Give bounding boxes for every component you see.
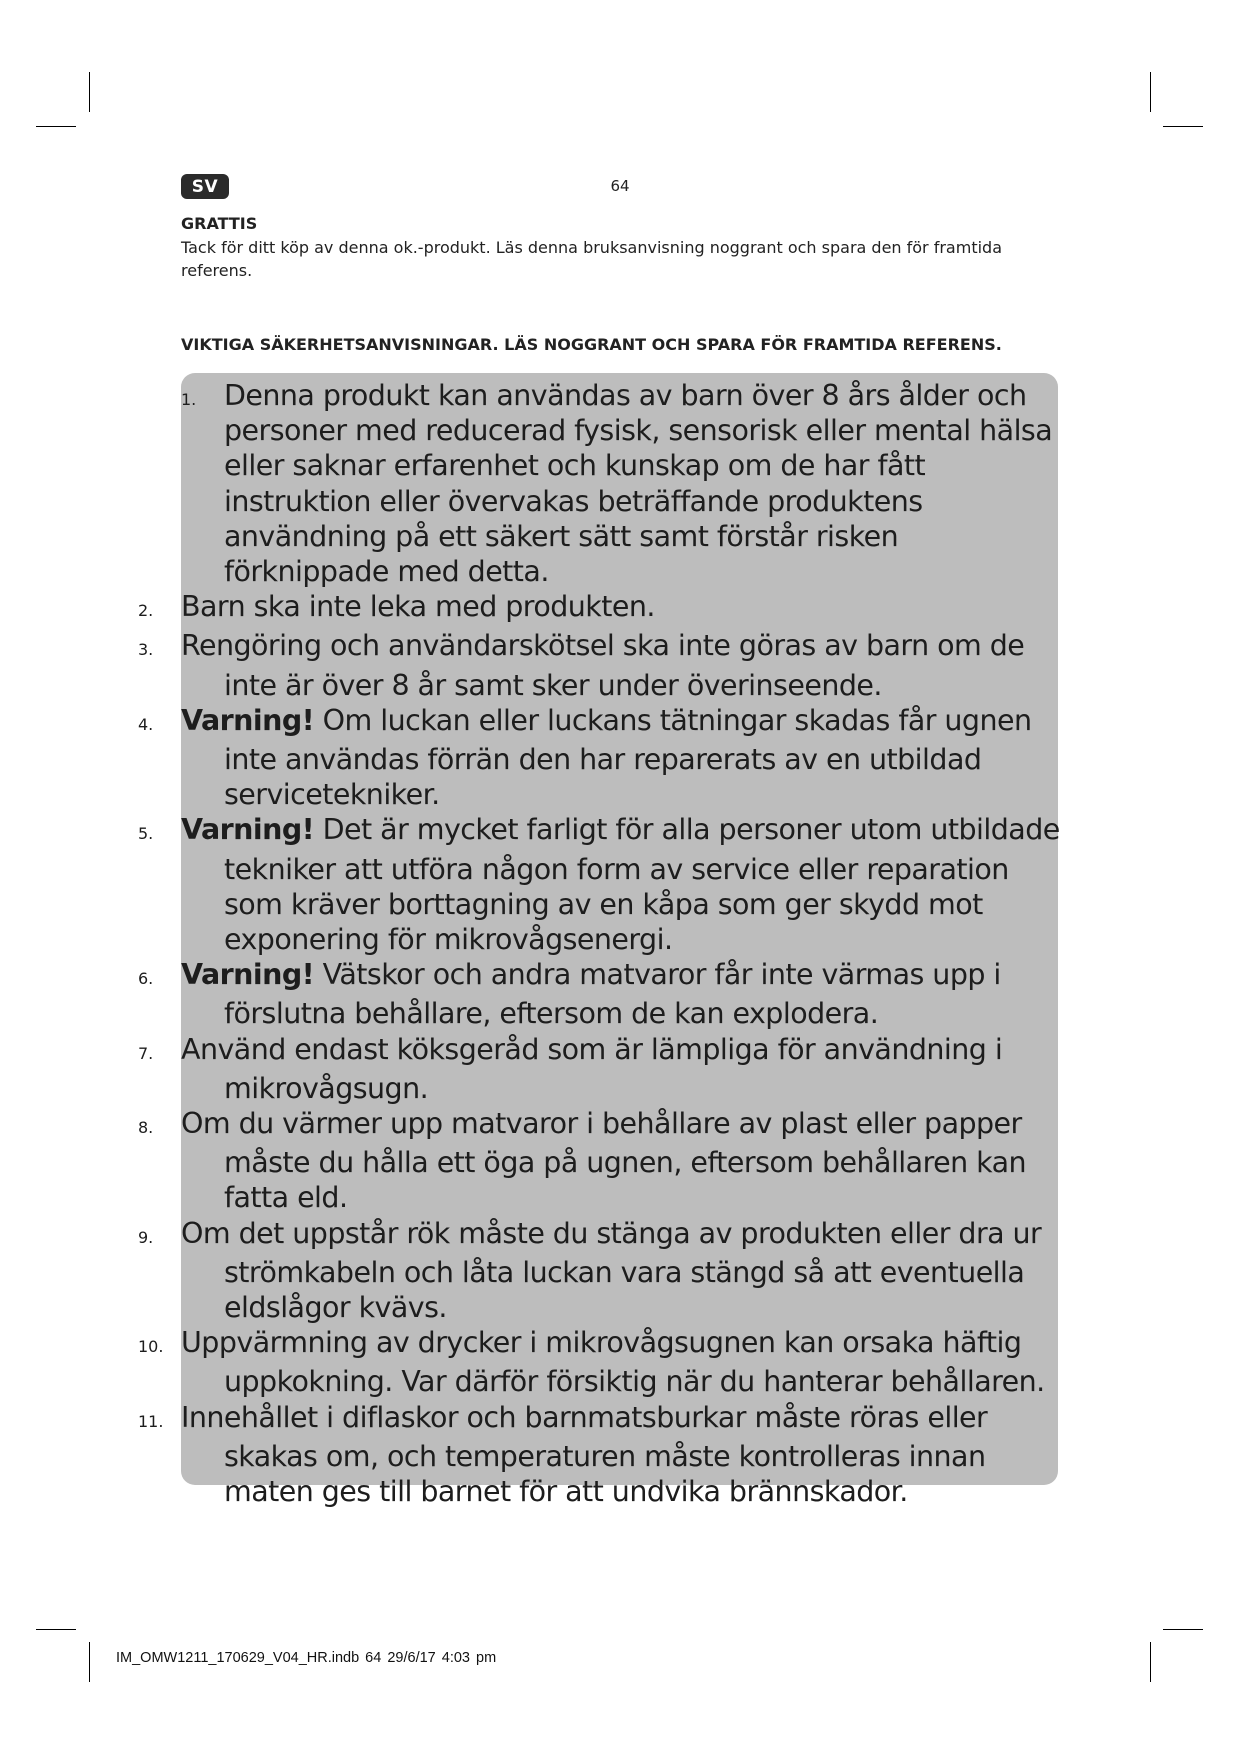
crop-mark xyxy=(89,72,90,112)
safety-item: 6. Varning! Vätskor och andra matvaror får inte värmas upp i förslutna behållare, eftersom de kan explodera. xyxy=(138,958,1001,1031)
safety-heading: VIKTIGA SÄKERHETSANVISNINGAR. LÄS NOGGRANT OCH SPARA FÖR FRAMTIDA REFERENS. xyxy=(181,335,1002,354)
safety-item: 2. Barn ska inte leka med produkten. xyxy=(138,590,655,624)
item-text: Uppvärmning av drycker i mikrovågsugnen kan orsaka häftig uppkokning. Var därför försiktig när du hanterar behållaren. xyxy=(181,1326,1045,1399)
safety-item: 8. Om du värmer upp matvaror i behållare av plast eller papper måste du hålla ett öga på ugnen, eftersom behållaren kan fatta eld. xyxy=(138,1107,1027,1215)
safety-item: 4. Varning! Om luckan eller luckans tätningar skadas får ugnen inte användas förrän den har reparerats av en utbildad servicetekniker. xyxy=(138,703,1032,812)
safety-item: 10. Uppvärmning av drycker i mikrovågsugnen kan orsaka häftig uppkokning. Var därför försiktig när du hanterar behållaren. xyxy=(138,1326,1045,1399)
crop-mark xyxy=(36,126,76,127)
intro-text: Tack för ditt köp av denna ok.-produkt. Läs denna bruksanvisning noggrant och spara den för framtida referens. xyxy=(181,238,1002,280)
safety-item: 5. Varning! Det är mycket farligt för alla personer utom utbildade tekniker att utföra någon form av service eller reparation som kräver borttagning av en kåpa som ger skydd mot exponering för mikrovågsenergi. xyxy=(138,813,1060,957)
item-text: Innehållet i diflaskor och barnmatsburkar måste röras eller skakas om, och temperaturen måste kontrolleras innan maten ges till barnet för att undvika brännskador. xyxy=(181,1400,988,1509)
page-number: 64 xyxy=(610,177,630,195)
safety-item: 7. Använd endast köksgeråd som är lämpliga för användning i mikrovågsugn. xyxy=(138,1032,1003,1105)
item-text: Barn ska inte leka med produkten. xyxy=(181,590,655,624)
warning-label: Varning! xyxy=(181,813,315,847)
safety-item xyxy=(181,378,1061,589)
crop-mark xyxy=(36,1629,76,1630)
print-slug: IM_OMW1211_170629_V04_HR.indb 64 29/6/17 4:03 pm xyxy=(116,1650,497,1666)
warning-label: Varning! xyxy=(181,958,315,992)
safety-item: 9. Om det uppstår rök måste du stänga av produkten eller dra ur strömkabeln och låta luckan vara stängd så att eventuella eldslågor kvävs. xyxy=(138,1216,1042,1325)
item-text: Använd endast köksgeråd som är lämpliga för användning i mikrovågsugn. xyxy=(181,1032,1003,1105)
intro-title: GRATTIS xyxy=(181,214,258,233)
crop-mark xyxy=(1163,126,1203,127)
item-text: Vätskor och andra matvaror får inte värmas upp i förslutna behållare, eftersom de kan explodera. xyxy=(224,958,1001,1031)
crop-mark xyxy=(1163,1629,1203,1630)
item-text: Det är mycket farligt för alla personer utom utbildade tekniker att utföra någon form av service eller reparation som kräver borttagning av en kåpa som ger skydd mot exponering för mikrovågsenergi. xyxy=(224,813,1060,957)
crop-mark xyxy=(1150,72,1151,112)
crop-mark xyxy=(1150,1642,1151,1682)
warning-label: Varning! xyxy=(181,703,315,737)
safety-list xyxy=(138,378,1061,1509)
language-badge: SV xyxy=(181,174,229,199)
safety-item: 3. Rengöring och användarskötsel ska inte göras av barn om de inte är över 8 år samt sker under överinseende. xyxy=(138,629,1025,702)
item-text: Rengöring och användarskötsel ska inte göras av barn om de inte är över 8 år samt sker under överinseende. xyxy=(181,629,1025,702)
item-text: Om det uppstår rök måste du stänga av produkten eller dra ur strömkabeln och låta luckan vara stängd så att eventuella eldslågor kvävs. xyxy=(181,1216,1042,1325)
crop-mark xyxy=(89,1642,90,1682)
item-text: Denna produkt kan användas av barn över 8 års ålder och personer med reducerad fysisk, sensorisk eller mental hälsa eller saknar erfarenhet och kunskap om de har fått instruktion eller övervakas beträffande produktens användning på ett säkert sätt samt förstår risken förknippade med detta. xyxy=(224,379,1053,589)
item-text: Om du värmer upp matvaror i behållare av plast eller papper måste du hålla ett öga på ugnen, eftersom behållaren kan fatta eld. xyxy=(181,1107,1027,1215)
safety-item: 11. Innehållet i diflaskor och barnmatsburkar måste röras eller skakas om, och temperaturen måste kontrolleras innan maten ges till barnet för att undvika brännskador. xyxy=(138,1400,988,1509)
item-number: 1. xyxy=(181,390,197,409)
item-text: Om luckan eller luckans tätningar skadas får ugnen inte användas förrän den har reparerats av en utbildad servicetekniker. xyxy=(224,703,1032,812)
